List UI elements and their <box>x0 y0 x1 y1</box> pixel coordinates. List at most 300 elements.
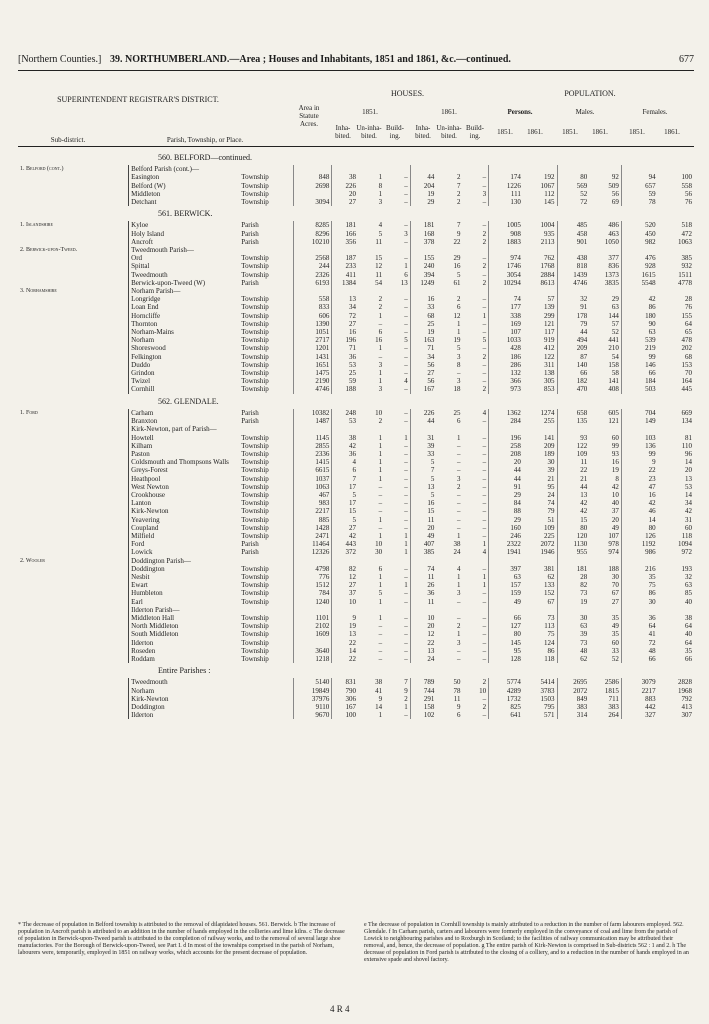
value-cell <box>358 246 384 254</box>
value-cell: 174 <box>489 173 523 181</box>
value-cell: 78 <box>621 198 657 206</box>
table-row <box>18 385 694 393</box>
table-row <box>18 548 694 556</box>
value-cell: 935 <box>544 229 555 238</box>
value-cell: 1050 <box>604 237 619 246</box>
value-cell: 789 <box>410 678 436 686</box>
sub-district-cell: 3. Norhamshire <box>20 288 57 295</box>
value-cell: 42 <box>685 507 692 516</box>
value-cell <box>557 246 589 254</box>
place-name-cell: Ilderton Parish— <box>129 606 240 614</box>
value-cell <box>557 606 589 614</box>
page-number: 677 <box>679 54 694 65</box>
value-cell <box>463 246 489 254</box>
value-cell: 62 <box>547 572 555 581</box>
value-cell: 91 <box>557 303 589 311</box>
value-cell: 2 <box>482 352 487 361</box>
value-cell <box>557 287 589 295</box>
table-row <box>18 606 694 614</box>
value-cell: 23 <box>621 475 657 483</box>
value-cell: 7 <box>332 475 358 483</box>
value-cell: – <box>404 458 408 467</box>
value-cell: 124 <box>544 638 555 647</box>
value-cell: 71 <box>410 344 436 352</box>
section-title: 560. BELFORD—continued. <box>158 153 252 162</box>
value-cell: 539 <box>621 336 657 344</box>
value-cell: 88 <box>489 507 523 515</box>
value-cell: 1 <box>404 433 408 442</box>
table-row <box>18 589 694 597</box>
value-cell: 36 <box>332 353 358 361</box>
value-cell: 42 <box>332 532 358 540</box>
value-cell: 11 <box>410 516 436 524</box>
value-cell <box>589 165 621 173</box>
place-name-cell: Felkington <box>129 353 240 361</box>
section-title: Entire Parishes : <box>158 666 211 676</box>
value-cell: 32 <box>685 572 692 581</box>
sub-district-cell <box>18 434 129 442</box>
value-cell: 53 <box>332 361 358 369</box>
value-cell: 1005 <box>489 221 523 229</box>
value-cell: 7 <box>457 221 461 230</box>
value-cell: – <box>404 654 408 663</box>
value-cell: 13 <box>557 491 589 499</box>
place-kind-cell: Township <box>241 377 269 386</box>
value-cell: 2 <box>482 678 487 687</box>
value-cell: 15 <box>410 507 436 515</box>
value-cell <box>384 425 410 433</box>
value-cell: 118 <box>544 654 555 663</box>
table-row <box>18 221 694 229</box>
value-cell: – <box>482 630 487 639</box>
table-row <box>18 254 694 262</box>
value-cell: 82 <box>557 581 589 589</box>
value-cell: 704 <box>621 409 657 417</box>
value-cell: 21 <box>557 475 589 483</box>
table-row <box>18 312 694 320</box>
value-cell: 982 <box>621 238 657 246</box>
value-cell: 919 <box>544 336 555 345</box>
place-kind-cell <box>239 165 293 173</box>
value-cell: – <box>482 613 487 622</box>
value-cell: 64 <box>621 622 657 630</box>
value-cell: 1946 <box>540 548 555 557</box>
value-cell: 66 <box>557 369 589 377</box>
value-cell: 22 <box>332 655 358 663</box>
value-cell: 885 <box>294 516 332 524</box>
value-cell: 63 <box>489 573 523 581</box>
value-cell: 20 <box>332 190 358 198</box>
place-name-cell: Branxton <box>129 417 240 425</box>
sub-district-cell <box>18 458 129 466</box>
sub-district-cell <box>18 303 129 311</box>
females-heading: Females. <box>642 108 668 116</box>
value-cell: 25 <box>410 320 436 328</box>
value-cell: 64 <box>685 622 692 631</box>
value-cell: 87 <box>557 353 589 361</box>
value-cell: 1 <box>378 466 383 475</box>
value-cell: – <box>457 458 461 467</box>
value-cell: 657 <box>621 182 657 190</box>
value-cell: – <box>457 597 461 606</box>
place-name-cell: Cornhill <box>129 385 240 393</box>
value-cell: 442 <box>621 703 657 711</box>
inhabited-heading: Inha-bited. <box>335 124 351 140</box>
value-cell: 2190 <box>294 377 332 385</box>
place-name-cell: Middleton Hall <box>129 614 240 622</box>
place-name-cell: Twizel <box>129 377 240 385</box>
value-cell <box>410 606 436 614</box>
value-cell: – <box>482 482 487 491</box>
value-cell: 71 <box>332 344 358 352</box>
value-cell: – <box>378 630 383 639</box>
value-cell: – <box>404 173 408 182</box>
value-cell: 1 <box>404 581 408 590</box>
value-cell <box>489 165 523 173</box>
value-cell: 1 <box>378 711 383 720</box>
value-cell: 3 <box>404 229 408 238</box>
table-row <box>18 425 694 433</box>
value-cell: 12 <box>453 311 461 320</box>
place-name-cell: Carham <box>129 409 240 417</box>
value-cell <box>332 287 358 295</box>
value-cell: 1 <box>378 572 383 581</box>
value-cell: 1 <box>404 703 408 711</box>
value-cell: 66 <box>489 614 523 622</box>
value-cell: 67 <box>547 597 555 606</box>
value-cell: 246 <box>489 532 523 540</box>
value-cell: – <box>404 474 408 483</box>
value-cell: 109 <box>557 450 589 458</box>
value-cell <box>436 287 462 295</box>
value-cell <box>523 287 557 295</box>
value-cell <box>436 557 462 565</box>
value-cell: – <box>482 221 487 230</box>
value-cell: – <box>482 597 487 606</box>
value-cell: 81 <box>685 433 692 442</box>
section-title: 561. BERWICK. <box>158 209 213 219</box>
value-cell: 13 <box>685 474 692 483</box>
value-cell: 10210 <box>294 238 332 246</box>
value-cell: 79 <box>557 320 589 328</box>
value-cell: 413 <box>681 703 692 711</box>
header-rule <box>18 70 694 71</box>
value-cell <box>621 287 657 295</box>
sub-district-cell <box>18 524 129 532</box>
sub-district-cell <box>18 499 129 507</box>
value-cell: 9670 <box>294 711 332 719</box>
value-cell: 2 <box>378 295 383 304</box>
sub-district-cell <box>18 450 129 458</box>
value-cell: – <box>404 385 408 394</box>
sub-district-cell: 1. Ford <box>20 409 38 416</box>
value-cell: – <box>404 189 408 198</box>
value-cell: 184 <box>621 377 657 385</box>
value-cell: 327 <box>621 711 657 719</box>
value-cell: 1 <box>404 540 408 549</box>
value-cell <box>621 165 657 173</box>
value-cell: 44 <box>557 483 589 491</box>
value-cell: 476 <box>621 254 657 262</box>
place-name-cell: Kirk-Newton <box>129 695 240 703</box>
value-cell: 19 <box>453 336 461 345</box>
value-cell: 11 <box>410 598 436 606</box>
value-cell: 121 <box>608 417 619 426</box>
table-row <box>18 581 694 589</box>
value-cell: 146 <box>621 361 657 369</box>
value-cell: 13 <box>400 278 408 287</box>
value-cell: 50 <box>453 678 461 687</box>
value-cell: 27 <box>611 597 619 606</box>
value-cell: – <box>457 613 461 622</box>
value-cell: 38 <box>332 434 358 442</box>
value-cell: 974 <box>489 254 523 262</box>
value-cell: 818 <box>557 262 589 270</box>
value-cell: 69 <box>611 198 619 207</box>
place-name-cell: Belford (W) <box>129 182 240 190</box>
table-row <box>18 295 694 303</box>
value-cell <box>384 165 410 173</box>
value-cell: 63 <box>611 303 619 312</box>
place-kind-cell: Township <box>241 270 269 279</box>
value-cell: 1487 <box>294 417 332 425</box>
value-cell: 80 <box>489 630 523 638</box>
value-cell: 22 <box>332 639 358 647</box>
value-cell: 181 <box>557 565 589 573</box>
value-cell: 248 <box>332 409 358 417</box>
value-cell <box>489 557 523 565</box>
table-row <box>18 287 694 295</box>
value-cell <box>463 425 489 433</box>
value-cell: 12 <box>332 573 358 581</box>
sub-district-cell <box>18 598 129 606</box>
place-name-cell: Greys-Forest <box>129 466 240 474</box>
footnotes-right: e The decrease of population in Cornhill township is mainly attributed to a reduction in the number of farm labourers employed. 562. Glendale. f In Carham parish, carters and labourers were formerly employed in the conveyance of coal and lime from the parish of Lowick to neighbouring parishes and to Roxburgh in Scotland; to the facilities of railway communication may be attributed their removal, and, hence, the decrease of population. g The entire parish of Kirk-Newton is comprised in Sub-districts 562 : 1 and 2. h The decrease of population in Ford parish is attributed to the closing of a colliery, and to a reduction in the number of hands employed in an extensive spade and shovel factory. <box>364 922 689 963</box>
value-cell: 2 <box>482 278 487 287</box>
sub-district-cell <box>18 565 129 573</box>
place-name-cell: Coupland <box>129 524 240 532</box>
table-row <box>18 190 694 198</box>
value-cell: – <box>404 572 408 581</box>
value-cell: 4 <box>404 377 408 386</box>
value-cell <box>358 425 384 433</box>
page-signature: 4 R 4 <box>330 1004 350 1014</box>
value-cell: 128 <box>489 655 523 663</box>
sub-district-cell <box>18 417 129 425</box>
value-cell: 82 <box>332 565 358 573</box>
value-cell: – <box>404 564 408 573</box>
value-cell <box>489 425 523 433</box>
value-cell: 1 <box>482 572 487 581</box>
value-cell: 21 <box>547 474 555 483</box>
value-cell: 109 <box>544 523 555 532</box>
value-cell: 1 <box>457 572 461 581</box>
value-cell: – <box>378 352 383 361</box>
value-cell: 792 <box>681 694 692 703</box>
value-cell: 48 <box>621 647 657 655</box>
value-cell: – <box>404 515 408 524</box>
value-cell: 4 <box>482 408 487 417</box>
value-cell: 366 <box>489 377 523 385</box>
value-cell: 64 <box>685 319 692 328</box>
sub-district-cell <box>18 385 129 393</box>
place-name-cell: North Middleton <box>129 622 240 630</box>
value-cell: – <box>482 303 487 312</box>
value-cell: – <box>404 311 408 320</box>
sub-district-cell <box>18 573 129 581</box>
table-row <box>18 369 694 377</box>
value-cell: – <box>482 622 487 631</box>
value-cell: 4 <box>378 221 383 230</box>
value-cell: 46 <box>621 507 657 515</box>
value-cell: 1 <box>457 433 461 442</box>
value-cell: 2326 <box>294 271 332 279</box>
value-cell: – <box>404 589 408 598</box>
value-cell: 36 <box>332 450 358 458</box>
place-kind-cell: Township <box>241 449 269 458</box>
sub-district-cell: 1. Islandshire <box>20 222 53 229</box>
table-row <box>18 614 694 622</box>
value-cell: 49 <box>410 532 436 540</box>
value-cell: 974 <box>608 548 619 557</box>
sub-district-cell <box>18 703 129 711</box>
value-cell: 641 <box>489 711 523 719</box>
value-cell: – <box>378 490 383 499</box>
value-cell: 99 <box>621 353 657 361</box>
place-kind-cell: Township <box>241 352 269 361</box>
value-cell: 75 <box>621 581 657 589</box>
value-cell: – <box>404 319 408 328</box>
value-cell: 520 <box>621 221 657 229</box>
value-cell: 5 <box>410 458 436 466</box>
value-cell: 27 <box>332 320 358 328</box>
value-cell: 29 <box>453 254 461 263</box>
area-heading: Area in Statute Acres. <box>298 104 320 128</box>
value-cell: – <box>482 458 487 467</box>
value-cell: 8613 <box>540 278 555 287</box>
value-cell: – <box>404 482 408 491</box>
value-cell: 1226 <box>489 182 523 190</box>
table-row <box>18 557 694 565</box>
table-row <box>18 622 694 630</box>
value-cell: – <box>482 319 487 328</box>
table-row <box>18 491 694 499</box>
value-cell: 144 <box>608 311 619 320</box>
value-cell <box>589 246 621 254</box>
value-cell: 2 <box>457 173 461 182</box>
table-row <box>18 499 694 507</box>
value-cell <box>332 606 358 614</box>
value-cell: 29 <box>489 516 523 524</box>
value-cell: 372 <box>332 548 358 556</box>
value-cell <box>436 425 462 433</box>
value-cell: 1390 <box>294 320 332 328</box>
sub-district-cell <box>18 581 129 589</box>
value-cell: 1 <box>378 597 383 606</box>
value-cell: 6 <box>457 417 461 426</box>
value-cell: 188 <box>608 564 619 573</box>
value-cell: 121 <box>544 319 555 328</box>
value-cell: 1609 <box>294 630 332 638</box>
value-cell: 94 <box>621 173 657 181</box>
value-cell: 463 <box>608 229 619 238</box>
place-name-cell: South Middleton <box>129 630 240 638</box>
value-cell: 36 <box>621 614 657 622</box>
value-cell <box>463 165 489 173</box>
place-kind-cell: Township <box>241 433 269 442</box>
table-row <box>18 173 694 181</box>
table-row <box>18 565 694 573</box>
sub-district-cell <box>18 369 129 377</box>
value-cell: 66 <box>685 654 692 663</box>
value-cell: 166 <box>332 230 358 238</box>
value-cell: 1063 <box>678 237 692 246</box>
place-name-cell: Nesbit <box>129 573 240 581</box>
place-name-cell: Tweedmouth <box>129 678 240 686</box>
value-cell: 140 <box>557 361 589 369</box>
value-cell: 35 <box>621 573 657 581</box>
place-kind-cell: Township <box>241 523 269 532</box>
place-kind-cell <box>239 606 293 614</box>
value-cell: 5 <box>410 491 436 499</box>
value-cell: 6 <box>332 466 358 474</box>
value-cell: 30 <box>557 614 589 622</box>
value-cell: 100 <box>332 711 358 719</box>
value-cell: 558 <box>681 181 692 190</box>
place-kind-cell: Township <box>241 254 269 263</box>
value-cell: 19 <box>332 622 358 630</box>
value-cell: 64 <box>685 638 692 647</box>
value-cell: 11 <box>557 458 589 466</box>
value-cell <box>489 606 523 614</box>
place-kind-cell: Parish <box>241 540 259 549</box>
place-kind-cell: Township <box>241 198 269 207</box>
place-kind-cell: Township <box>241 589 269 598</box>
value-cell: 27 <box>410 369 436 377</box>
place-name-cell: Norham <box>129 336 240 344</box>
value-cell: 1130 <box>557 540 589 548</box>
value-cell: 314 <box>557 711 589 719</box>
value-cell: 1 <box>482 540 487 549</box>
value-cell: 394 <box>410 271 436 279</box>
value-cell: – <box>482 433 487 442</box>
value-cell: 68 <box>685 352 692 361</box>
place-kind-cell: Township <box>241 319 269 328</box>
table-row <box>18 450 694 458</box>
place-name-cell: Norham Parish— <box>129 287 240 295</box>
value-cell: 136 <box>621 442 657 450</box>
value-cell: – <box>482 564 487 573</box>
value-cell: 4798 <box>294 565 332 573</box>
value-cell: 3 <box>482 189 487 198</box>
value-cell: 1 <box>378 449 383 458</box>
value-cell: 1101 <box>294 614 332 622</box>
sub-district-cell <box>18 532 129 540</box>
value-cell: 3 <box>378 385 383 394</box>
value-cell: 163 <box>410 336 436 344</box>
header-title: 39. NORTHUMBERLAND.—Area ; Houses and Inhabitants, 1851 and 1861, &c.—continued. <box>110 54 511 65</box>
value-cell: – <box>457 466 461 475</box>
place-name-cell: Ewart <box>129 581 240 589</box>
place-name-cell: Yeavering <box>129 516 240 524</box>
value-cell: 112 <box>544 189 555 198</box>
sub-district-cell <box>18 312 129 320</box>
value-cell: – <box>457 449 461 458</box>
table-body <box>18 150 694 719</box>
table-row <box>18 230 694 238</box>
section-row <box>18 206 694 221</box>
value-cell: 2 <box>378 417 383 426</box>
